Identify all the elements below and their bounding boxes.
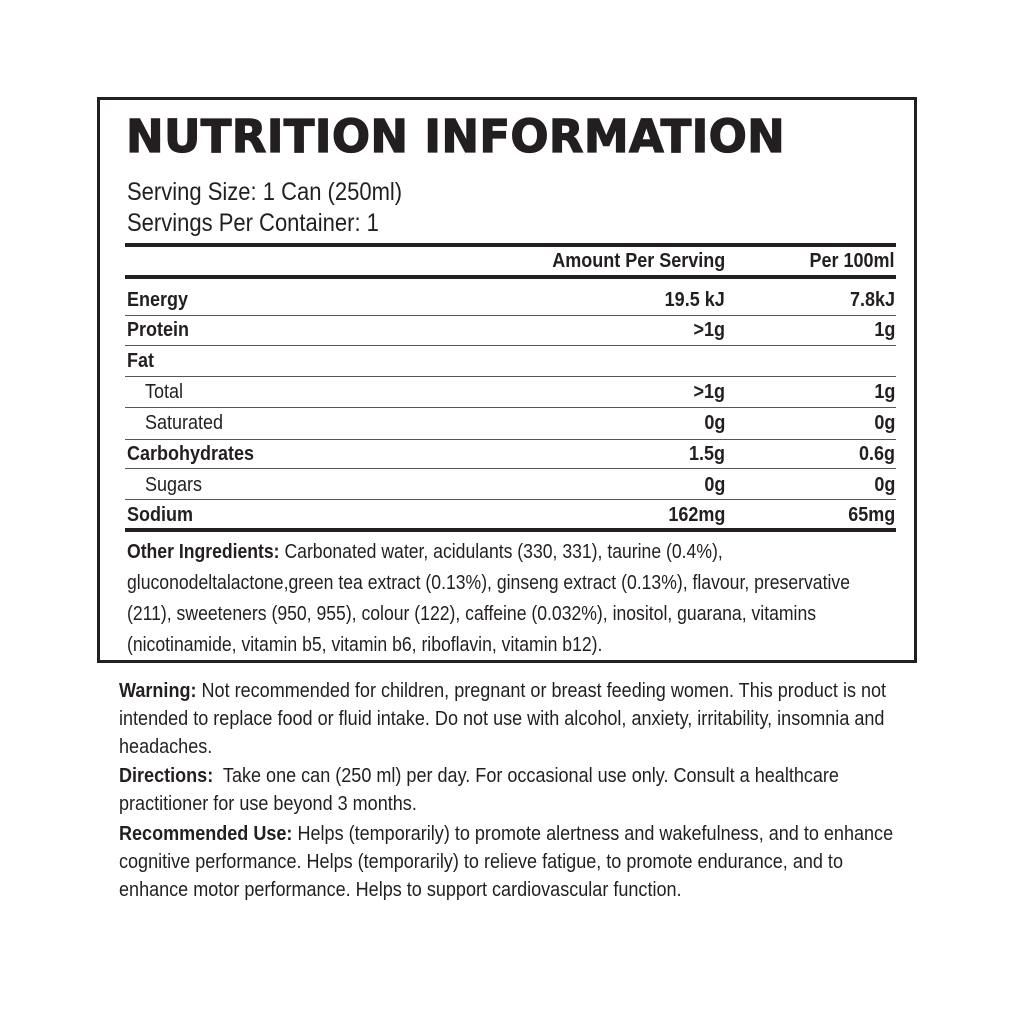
warning-text: Not recommended for children, pregnant or breast feeding women. This product is not intended to replace food or fluid intake. Do not use with alcohol, anxiety, irritability, insomnia and headaches. [119,679,887,758]
table-bottom-rule [125,528,896,532]
ingredients-heading: Other Ingredients: [127,541,280,563]
row-label-saturated: Saturated [145,412,224,434]
panel-title: NUTRITION INFORMATION [126,110,786,163]
row-per100-energy: 7.8kJ [849,289,895,311]
row-label-protein: Protein [127,319,190,341]
row-divider [125,345,896,346]
row-per100-fat-total: 1g [873,381,895,403]
row-amount-protein: >1g [693,319,725,341]
row-per100-sodium: 65mg [847,504,895,526]
row-divider [125,439,896,440]
recommended-heading: Recommended Use: [119,822,293,845]
row-label-energy: Energy [127,289,189,311]
row-label-sugars: Sugars [145,474,203,496]
directions-text: Take one can (250 ml) per day. For occasional use only. Consult a healthcare practitioner for use beyond 3 months. [119,764,839,815]
header-bottom-rule [125,275,896,279]
row-per100-carbohydrates: 0.6g [858,443,895,465]
row-divider [125,376,896,377]
row-amount-sugars: 0g [703,474,725,496]
row-label-carbohydrates: Carbohydrates [127,443,255,465]
servings-per-container: Servings Per Container: 1 [127,209,379,237]
directions-heading: Directions: [119,764,214,787]
recommended-use-note [119,820,893,904]
warning-heading: Warning: [119,679,197,702]
ingredients-text: Carbonated water, acidulants (330, 331), taurine (0.4%), gluconodeltalactone,green tea extract (0.13%), ginseng extract (0.13%), flavour, preservative (211), sweeteners (950, 955), colour (122), caffeine (0.032%), inositol, guarana, vitamins (nicotinamide, vitamin b5, vitamin b6, riboflavin, vitamin b12). [127,541,850,656]
warning-note [119,677,893,761]
row-amount-fat-total: >1g [693,381,725,403]
row-label-fat: Fat [127,350,154,372]
row-divider [125,499,896,500]
other-ingredients [127,537,884,661]
header-amount-per-serving: Amount Per Serving [551,250,725,272]
row-amount-saturated: 0g [703,412,725,434]
row-label-fat-total: Total [145,381,184,403]
serving-size: Serving Size: 1 Can (250ml) [127,178,403,206]
recommended-text: Helps (temporarily) to promote alertness and wakefulness, and to enhance cognitive performance. Helps (temporarily) to relieve fatigue, to promote endurance, and to enhance motor performance. Helps to support cardiovascular function. [119,822,894,901]
nutrition-panel [97,97,917,663]
header-per-100ml: Per 100ml [809,250,895,272]
row-per100-sugars: 0g [873,474,895,496]
row-divider [125,315,896,316]
row-per100-saturated: 0g [873,412,895,434]
row-label-sodium: Sodium [127,504,194,526]
row-per100-protein: 1g [873,319,895,341]
row-amount-carbohydrates: 1.5g [688,443,725,465]
header-top-rule [125,243,896,247]
row-divider [125,407,896,408]
directions-note [119,762,893,818]
row-amount-energy: 19.5 kJ [664,289,725,311]
row-amount-sodium: 162mg [667,504,725,526]
row-divider [125,468,896,469]
